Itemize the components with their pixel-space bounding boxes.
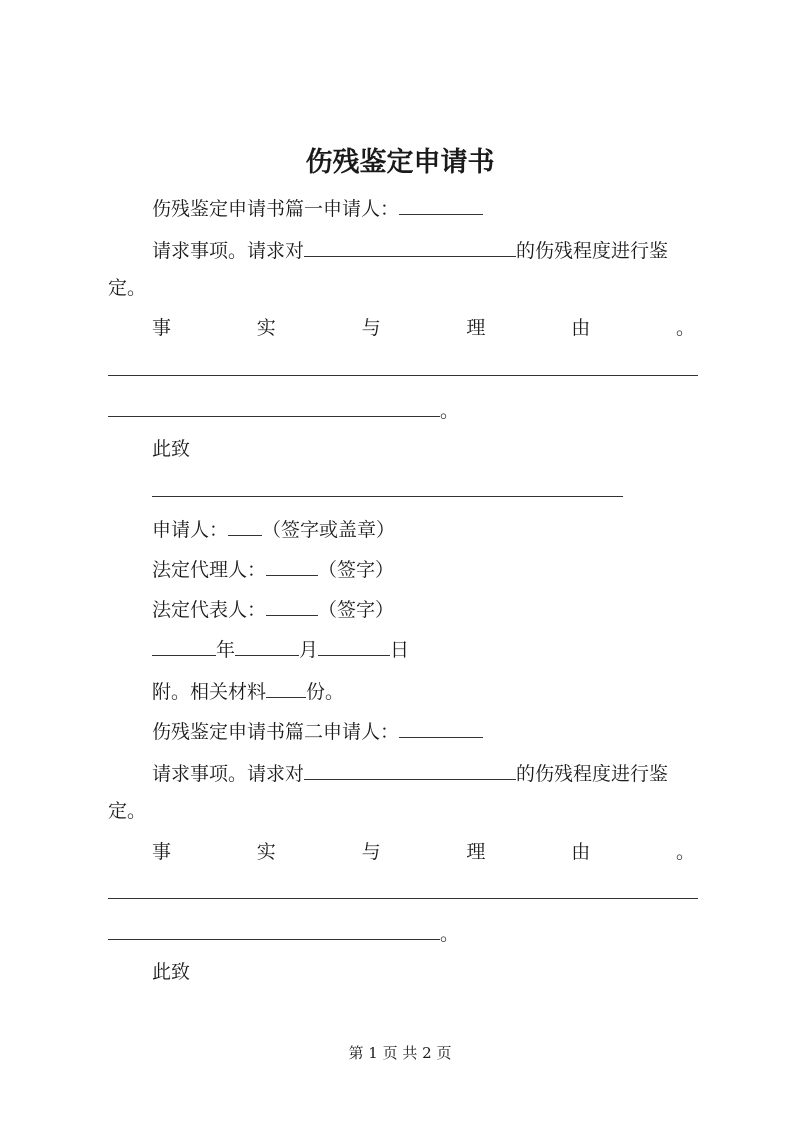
recipient-rule xyxy=(152,496,623,497)
page-footer: 第 1 页 共 2 页 xyxy=(348,1044,452,1062)
date-line: 年 月 日 xyxy=(152,637,409,662)
facts-rule xyxy=(108,375,698,376)
facts-rule xyxy=(108,898,698,899)
section-1-request-wrap: 定。 xyxy=(108,277,147,299)
section-2-facts-heading: 事 实 与 理 由 。 xyxy=(152,841,695,863)
section-1-closing: 此致 xyxy=(152,438,191,460)
applicant-blank xyxy=(399,719,483,738)
applicant-signature: 申请人： （签字或盖章） xyxy=(152,519,396,541)
applicant-blank xyxy=(399,196,483,215)
section-2-request-wrap: 定。 xyxy=(108,800,147,822)
representative-signature: 法定代表人： （签字） xyxy=(152,599,395,621)
document-title: 伤残鉴定申请书 xyxy=(305,147,495,178)
facts-blank xyxy=(108,398,440,417)
request-blank xyxy=(304,238,516,257)
section-2-facts-end: 。 xyxy=(108,921,459,946)
request-blank xyxy=(304,761,516,780)
section-1-heading: 伤残鉴定申请书篇一申请人： xyxy=(152,196,483,221)
facts-blank xyxy=(108,921,440,940)
section-2-heading: 伤残鉴定申请书篇二申请人： xyxy=(152,719,483,744)
section-1-request: 请求事项。请求对 的伤残程度进行鉴 xyxy=(152,240,669,262)
section-1-facts-heading: 事 实 与 理 由 。 xyxy=(152,317,695,339)
agent-signature: 法定代理人： （签字） xyxy=(152,559,395,581)
section-2-request: 请求事项。请求对 的伤残程度进行鉴 xyxy=(152,763,669,785)
attachment-line: 附。相关材料 份。 xyxy=(152,681,345,703)
section-1-facts-end: 。 xyxy=(108,398,459,423)
section-2-closing: 此致 xyxy=(152,961,191,983)
